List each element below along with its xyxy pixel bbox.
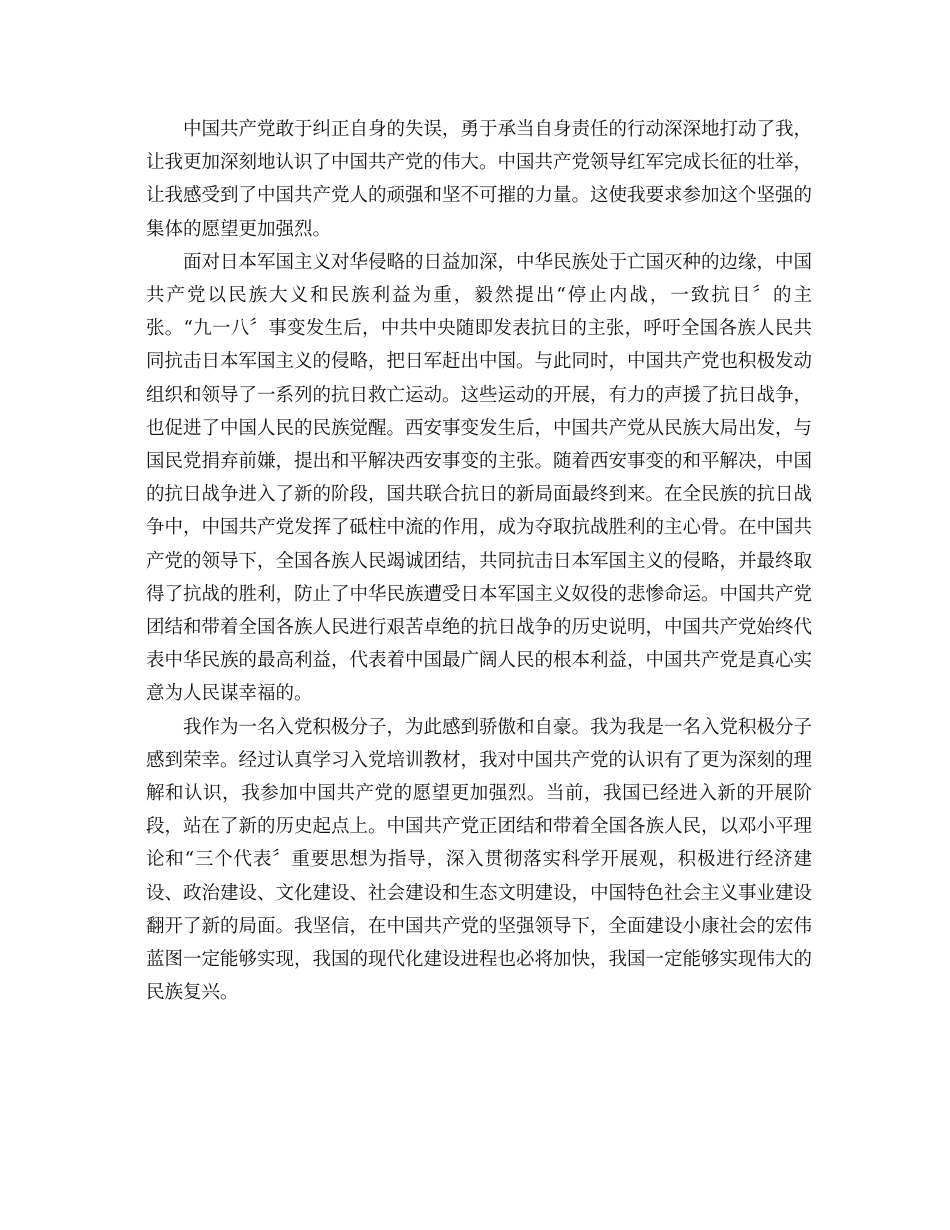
paragraph-2: 面对日本军国主义对华侵略的日益加深，中华民族处于亡国灭种的边缘，中国共产党以民族大义和民族利益为重，毅然提出“停止内战，一致抗日〞的主张。“九一八〞事变发生后，中共中央随即发表抗日的主张，呼吁全国各族人民共同抗击日本军国主义的侵略，把日军赶出中国。与此同时，中国共产党也积极发动组织和领导了一系列的抗日救亡运动。这些运动的开展，有力的声援了抗日战争，也促进了中国人民的民族觉醒。西安事变发生后，中国共产党从民族大局出发，与国民党捐弃前嫌，提出和平解决西安事变的主张。随着西安事变的和平解决，中国的抗日战争进入了新的阶段，国共联合抗日的新局面最终到来。在全民族的抗日战争中，中国共产党发挥了砥柱中流的作用，成为夺取抗战胜利的主心骨。在中国共产党的领导下，全国各族人民竭诚团结，共同抗击日本军国主义的侵略，并最终取得了抗战的胜利，防止了中华民族遭受日本军国主义奴役的悲惨命运。中国共产党团结和带着全国各族人民进行艰苦卓绝的抗日战争的历史说明，中国共产党始终代表中华民族的最高利益，代表着中国最广阔人民的根本利益，中国共产党是真心实意为人民谋幸福的。 <box>146 251 813 705</box>
paragraph-1: 中国共产党敢于纠正自身的失误，勇于承当自身责任的行动深深地打动了我，让我更加深刻地认识了中国共产党的伟大。中国共产党领导红军完成长征的壮举，让我感受到了中国共产党人的顽强和坚不可摧的力量。这使我要求参加这个坚强的集体的愿望更加强烈。 <box>146 119 813 240</box>
paragraph-3: 我作为一名入党积极分子，为此感到骄傲和自豪。我为我是一名入党积极分子感到荣幸。经过认真学习入党培训教材，我对中国共产党的认识有了更为深刻的理解和认识，我参加中国共产党的愿望更加强烈。当前，我国已经进入新的开展阶段，站在了新的历史起点上。中国共产党正团结和带着全国各族人民，以邓小平理论和“三个代表〞重要思想为指导，深入贯彻落实科学开展观，积极进行经济建设、政治建设、文化建设、社会建设和生态文明建设，中国特色社会主义事业建设翻开了新的局面。我坚信，在中国共产党的坚强领导下，全面建设小康社会的宏伟蓝图一定能够实现，我国的现代化建设进程也必将加快，我国一定能够实现伟大的民族复兴。 <box>146 716 813 1004</box>
document-body <box>146 113 812 1009</box>
